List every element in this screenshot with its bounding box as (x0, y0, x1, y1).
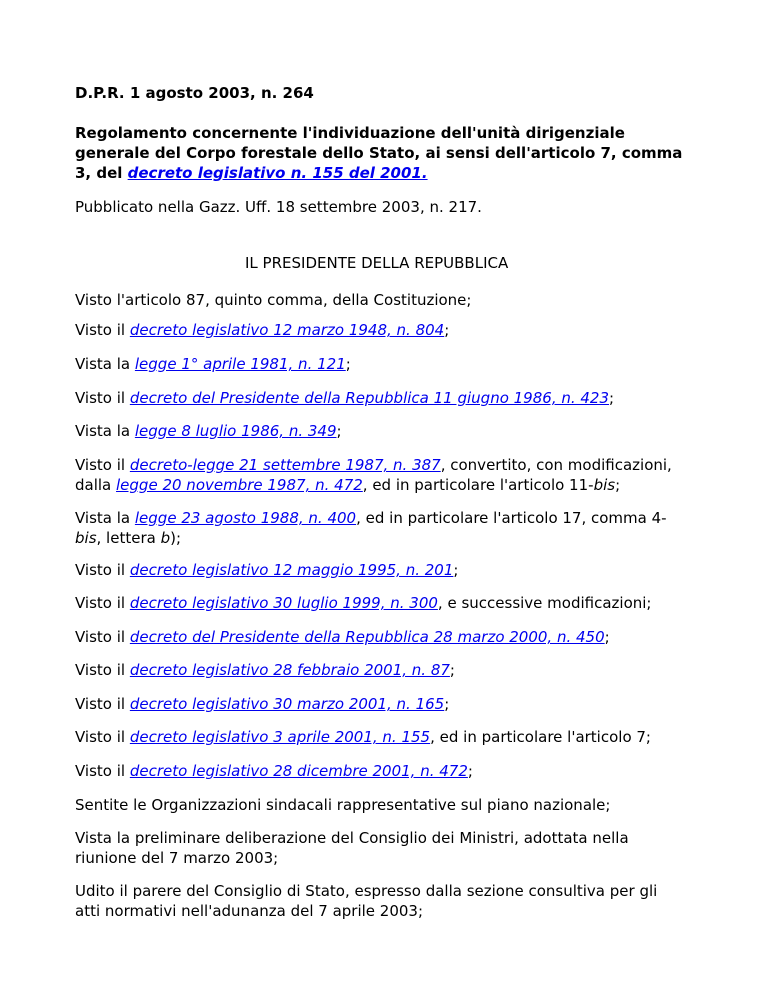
recital: Vista la legge 23 agosto 1988, n. 400, ed in particolare l'articolo 17, comma 4- bis, lettera b); (75, 509, 667, 547)
law-link[interactable]: legge 23 agosto 1988, n. 400 (134, 509, 357, 527)
law-link[interactable]: legge 20 novembre 1987, n. 472 (116, 476, 363, 494)
president-heading: IL PRESIDENTE DELLA REPUBBLICA (245, 254, 509, 272)
decree-title: D.P.R. 1 agosto 2003, n. 264 (75, 84, 314, 102)
recital: Visto il decreto del Presidente della Repubblica 28 marzo 2000, n. 450; (75, 628, 610, 646)
subject-line: 3, del decreto legislativo n. 155 del 2001. (75, 164, 428, 182)
law-link[interactable]: legge 8 luglio 1986, n. 349 (134, 422, 337, 440)
recital: Udito il parere del Consiglio di Stato, espresso dalla sezione consultiva per gli atti normativi nell'adunanza del 7 aprile 2003; (75, 882, 658, 920)
law-link[interactable]: decreto del Presidente della Repubblica 28 marzo 2000, n. 450 (129, 628, 605, 646)
law-link[interactable]: decreto legislativo 3 aprile 2001, n. 155 (129, 728, 431, 746)
law-link[interactable]: legge 1° aprile 1981, n. 121 (134, 355, 346, 373)
recital: Visto il decreto legislativo 28 dicembre 2001, n. 472; (75, 762, 473, 780)
subject-law-link[interactable]: decreto legislativo n. 155 del 2001. (127, 164, 428, 182)
recital: Vista la legge 1° aprile 1981, n. 121; (75, 355, 351, 373)
recital: Vista la preliminare deliberazione del Consiglio dei Ministri, adottata nella riunione del 7 marzo 2003; (75, 829, 629, 867)
law-link[interactable]: decreto legislativo 28 febbraio 2001, n. 87 (129, 661, 450, 679)
law-link[interactable]: decreto legislativo 30 marzo 2001, n. 165 (129, 695, 445, 713)
law-link[interactable]: decreto del Presidente della Repubblica 11 giugno 1986, n. 423 (129, 389, 610, 407)
recital: Vista la legge 8 luglio 1986, n. 349; (75, 422, 342, 440)
recital: Visto il decreto legislativo 12 marzo 1948, n. 804; (75, 321, 450, 339)
recital: Visto il decreto legislativo 30 marzo 2001, n. 165; (75, 695, 450, 713)
recital: Visto il decreto legislativo 28 febbraio 2001, n. 87; (75, 661, 455, 679)
law-link[interactable]: decreto legislativo 30 luglio 1999, n. 300 (129, 594, 438, 612)
recital: Visto il decreto del Presidente della Repubblica 11 giugno 1986, n. 423; (75, 389, 615, 407)
decree-subject (75, 123, 692, 183)
recital: Visto il decreto legislativo 30 luglio 1999, n. 300, e successive modificazioni; (75, 594, 652, 612)
subject-line: Regolamento concernente l'individuazione dell'unità dirigenziale (75, 124, 625, 142)
recital: Visto il decreto-legge 21 settembre 1987, n. 387, convertito, con modificazioni, dalla legge 20 novembre 1987, n. 472, ed in particolare l'articolo 11-bis; (75, 456, 672, 494)
recital: Sentite le Organizzazioni sindacali rappresentative sul piano nazionale; (75, 796, 611, 814)
publication-note: Pubblicato nella Gazz. Uff. 18 settembre 2003, n. 217. (75, 198, 482, 216)
law-link[interactable]: decreto-legge 21 settembre 1987, n. 387 (129, 456, 441, 474)
recital: Visto il decreto legislativo 3 aprile 2001, n. 155, ed in particolare l'articolo 7; (75, 728, 651, 746)
law-link[interactable]: decreto legislativo 12 marzo 1948, n. 804 (129, 321, 445, 339)
law-link[interactable]: decreto legislativo 12 maggio 1995, n. 201 (129, 561, 454, 579)
subject-line: generale del Corpo forestale dello Stato, ai sensi dell'articolo 7, comma (75, 144, 683, 162)
recital: Visto l'articolo 87, quinto comma, della Costituzione; (75, 291, 472, 309)
law-link[interactable]: decreto legislativo 28 dicembre 2001, n. 472 (129, 762, 468, 780)
recital: Visto il decreto legislativo 12 maggio 1995, n. 201; (75, 561, 459, 579)
